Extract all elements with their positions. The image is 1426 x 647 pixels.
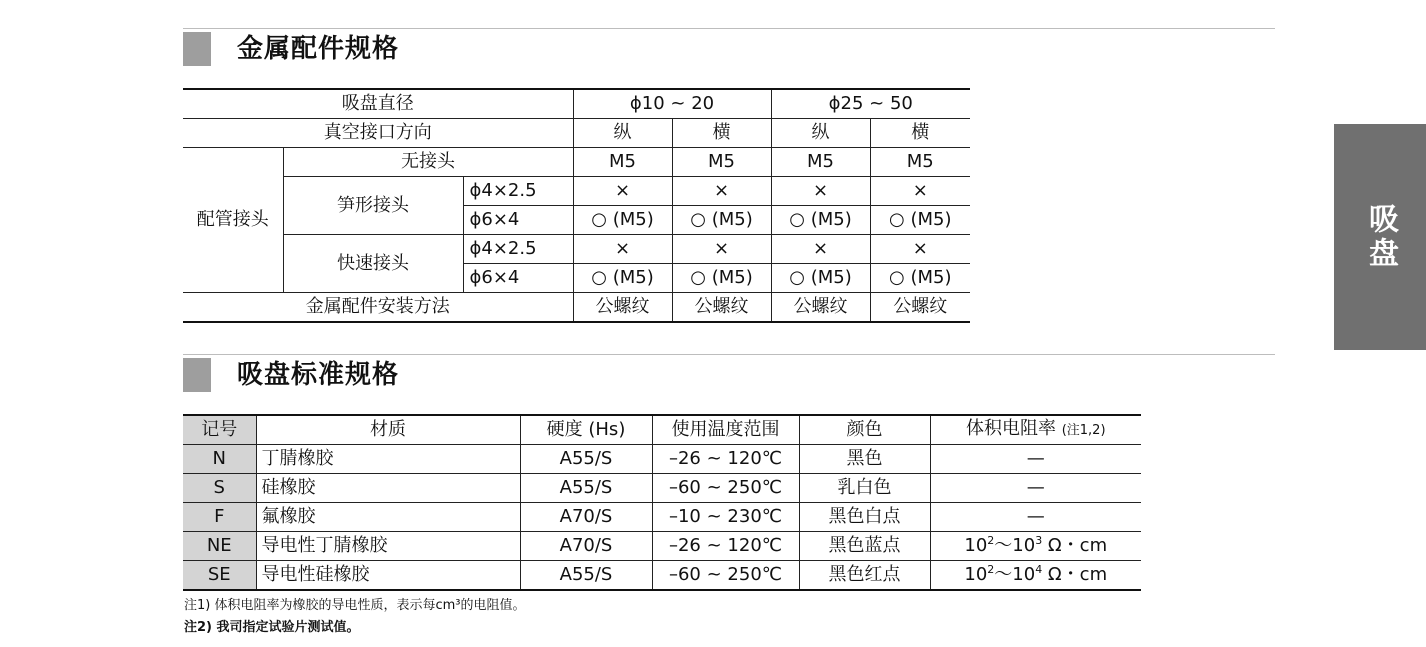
table-cell: ○ (M5)	[672, 264, 771, 293]
table-cell: 纵	[573, 119, 672, 148]
table-cell: ×	[870, 177, 970, 206]
table-cell: ×	[672, 235, 771, 264]
table-header-row	[183, 415, 1141, 445]
hardness-cell: A55/S	[520, 445, 652, 474]
row-label: 笋形接头	[283, 177, 463, 235]
table-cell: ×	[672, 177, 771, 206]
header-resistivity-label: 体积电阻率	[965, 418, 1056, 439]
table-row	[183, 148, 970, 177]
table-cell: ○ (M5)	[573, 264, 672, 293]
table-cell: M5	[573, 148, 672, 177]
color-cell: 黑色白点	[799, 503, 930, 532]
resistivity-cell: —	[930, 445, 1141, 474]
table-cell: ×	[771, 235, 870, 264]
table-cell: ○ (M5)	[573, 206, 672, 235]
header-resistivity-note: (注1,2)	[1061, 423, 1106, 438]
temp-cell: –60 ~ 250℃	[652, 561, 799, 591]
table-row	[183, 561, 1141, 591]
table-cell: 横	[870, 119, 970, 148]
table-cell: ϕ10 ~ 20	[573, 89, 771, 119]
resistivity-cell: —	[930, 503, 1141, 532]
row-label: 吸盘直径	[183, 89, 573, 119]
material-cell: 氟橡胶	[256, 503, 520, 532]
material-cell: 导电性硅橡胶	[256, 561, 520, 591]
table-cell: ×	[771, 177, 870, 206]
table-cell: ○ (M5)	[870, 206, 970, 235]
footnote-1: 注1) 体积电阻率为橡胶的导电性质，表示每cm³的电阻值。	[184, 598, 526, 613]
resistivity-cell: $10^2\sim 10^3$ Ω・cm	[930, 532, 1141, 561]
section2-divider	[183, 354, 1275, 355]
hardness-cell: A70/S	[520, 532, 652, 561]
table-row	[183, 235, 970, 264]
temp-cell: –60 ~ 250℃	[652, 474, 799, 503]
footnote-2: 注2) 我司指定试验片测试值。	[184, 620, 360, 635]
header-temp: 使用温度范围	[652, 415, 799, 445]
table-cell: ϕ25 ~ 50	[771, 89, 970, 119]
section2-marker	[183, 358, 211, 392]
table-row	[183, 177, 970, 206]
code-cell: NE	[183, 532, 256, 561]
size-cell: ϕ4×2.5	[463, 235, 573, 264]
color-cell: 黑色红点	[799, 561, 930, 591]
table-cell: ×	[573, 177, 672, 206]
section1-marker	[183, 32, 211, 66]
material-cell: 导电性丁腈橡胶	[256, 532, 520, 561]
table-cell: M5	[870, 148, 970, 177]
material-cell: 硅橡胶	[256, 474, 520, 503]
table-cell: ×	[573, 235, 672, 264]
color-cell: 乳白色	[799, 474, 930, 503]
table-cell: 横	[672, 119, 771, 148]
color-cell: 黑色蓝点	[799, 532, 930, 561]
header-resistivity	[930, 415, 1141, 445]
table-cell: M5	[771, 148, 870, 177]
code-cell: SE	[183, 561, 256, 591]
row-label: 无接头	[283, 148, 573, 177]
section1-title: 金属配件规格	[237, 34, 400, 64]
table-cell: ○ (M5)	[672, 206, 771, 235]
hardness-cell: A70/S	[520, 503, 652, 532]
temp-cell: –26 ~ 120℃	[652, 532, 799, 561]
size-cell: ϕ4×2.5	[463, 177, 573, 206]
table-row	[183, 89, 970, 119]
table-cell: ○ (M5)	[771, 206, 870, 235]
table-row	[183, 119, 970, 148]
color-cell: 黑色	[799, 445, 930, 474]
table-cell: 纵	[771, 119, 870, 148]
header-code: 记号	[183, 415, 256, 445]
row-label: 金属配件安装方法	[183, 293, 573, 323]
table-cell: ○ (M5)	[771, 264, 870, 293]
section1-divider	[183, 28, 1275, 29]
code-cell: F	[183, 503, 256, 532]
table-row	[183, 532, 1141, 561]
table-row	[183, 293, 970, 323]
size-cell: ϕ6×4	[463, 264, 573, 293]
hardness-cell: A55/S	[520, 474, 652, 503]
table-row	[183, 474, 1141, 503]
header-color: 颜色	[799, 415, 930, 445]
temp-cell: –10 ~ 230℃	[652, 503, 799, 532]
resistivity-cell: —	[930, 474, 1141, 503]
table-cell: ×	[870, 235, 970, 264]
table-cell: 公螺纹	[573, 293, 672, 323]
header-material: 材质	[256, 415, 520, 445]
header-hardness: 硬度 (Hs)	[520, 415, 652, 445]
table-row	[183, 445, 1141, 474]
piping-label: 配管接头	[183, 148, 283, 293]
fitting-spec-table	[183, 88, 970, 323]
code-cell: N	[183, 445, 256, 474]
hardness-cell: A55/S	[520, 561, 652, 591]
table-cell: M5	[672, 148, 771, 177]
table-cell: 公螺纹	[771, 293, 870, 323]
code-cell: S	[183, 474, 256, 503]
table-row	[183, 503, 1141, 532]
material-cell: 丁腈橡胶	[256, 445, 520, 474]
table-cell: ○ (M5)	[870, 264, 970, 293]
section2-title: 吸盘标准规格	[237, 360, 400, 390]
pad-spec-table	[183, 414, 1141, 591]
table-cell: 公螺纹	[870, 293, 970, 323]
size-cell: ϕ6×4	[463, 206, 573, 235]
row-label: 真空接口方向	[183, 119, 573, 148]
resistivity-cell: $10^2\sim 10^4$ Ω・cm	[930, 561, 1141, 591]
temp-cell: –26 ~ 120℃	[652, 445, 799, 474]
table-cell: 公螺纹	[672, 293, 771, 323]
side-tab-label: 吸盘	[1363, 203, 1398, 271]
row-label: 快速接头	[283, 235, 463, 293]
